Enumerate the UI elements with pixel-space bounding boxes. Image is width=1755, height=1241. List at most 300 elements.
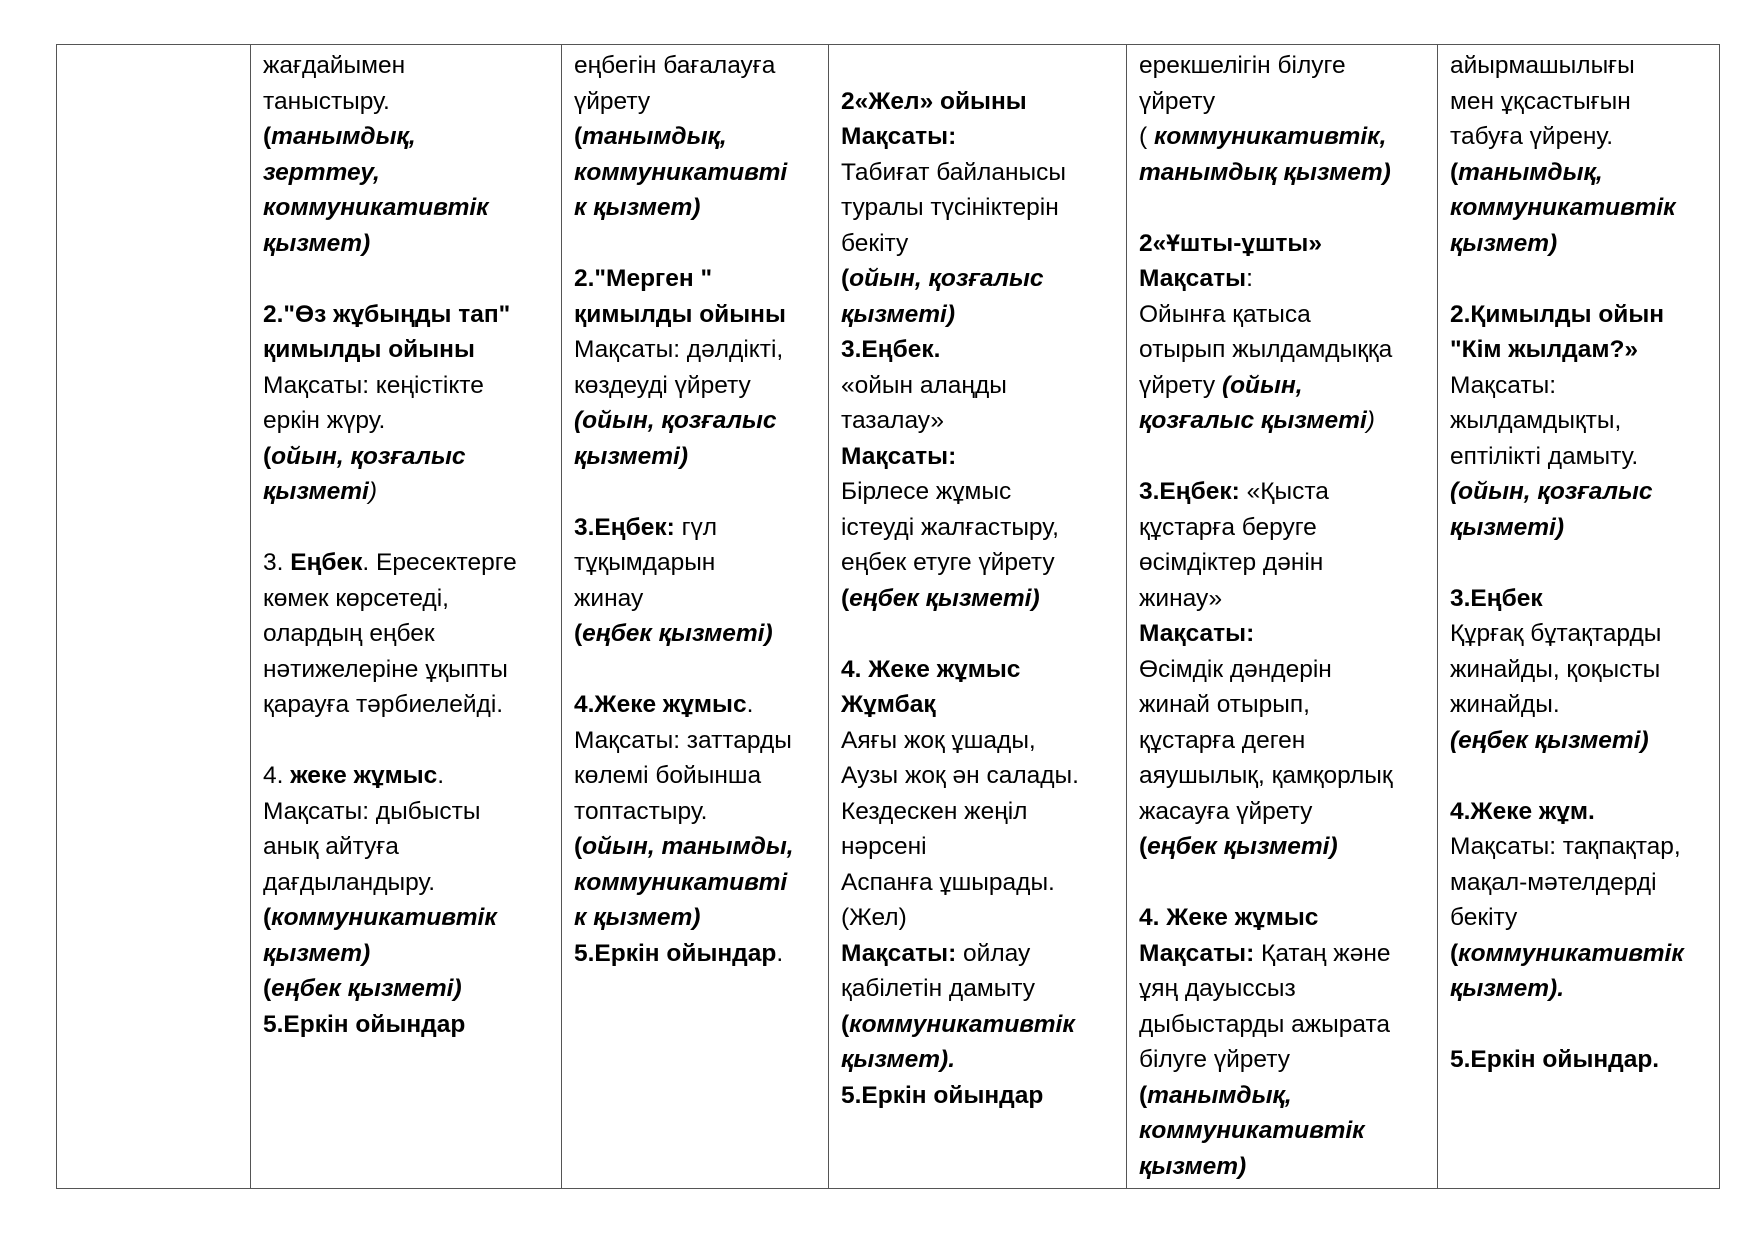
text-run: ойын, қозғалыс	[849, 265, 1044, 292]
text-line	[574, 581, 820, 617]
text-run: ерекшелігін білуге	[1139, 52, 1346, 79]
text-line	[1450, 829, 1711, 865]
text-line	[1139, 119, 1429, 155]
text-run: бекіту	[1450, 904, 1518, 931]
text-run: қимылды ойыны	[574, 300, 786, 328]
blank-line	[263, 261, 553, 297]
text-line	[841, 581, 1118, 617]
text-run: 3.Еңбек:	[574, 513, 675, 541]
text-line	[841, 829, 1118, 865]
text-line	[263, 829, 553, 865]
text-run: құстарға беруге	[1139, 513, 1317, 541]
text-run: Мақсаты	[1139, 265, 1247, 292]
text-run: )	[1366, 407, 1375, 434]
text-line	[574, 403, 820, 439]
text-line	[1450, 900, 1711, 936]
text-run: 5.Еркін ойындар.	[1450, 1046, 1660, 1073]
text-run: өсімдіктер дәнін	[1139, 549, 1324, 576]
text-run: к қызмет)	[574, 904, 701, 931]
text-line	[1450, 155, 1711, 191]
text-line	[574, 297, 820, 333]
text-line	[574, 332, 820, 368]
text-line	[263, 616, 553, 652]
text-line	[841, 403, 1118, 439]
text-line	[1139, 1042, 1429, 1078]
text-run: Құрғақ бұтақтарды	[1450, 620, 1662, 647]
text-line	[1139, 936, 1429, 972]
text-run: ойын, қозғалыс	[271, 442, 466, 470]
text-run: жинау»	[1139, 584, 1223, 612]
text-line	[574, 48, 820, 84]
text-run: еркін жүру.	[263, 407, 386, 434]
text-run: .	[776, 939, 784, 967]
text-line	[841, 261, 1118, 297]
text-run: Ойынға қатыса	[1139, 300, 1311, 328]
text-run: Мақсаты: дәлдікті,	[574, 336, 784, 363]
table-cell-col-4	[829, 45, 1127, 1189]
text-line	[1450, 439, 1711, 475]
text-run: 4.Жеке жұм.	[1450, 797, 1595, 825]
text-run: жинайды, қоқысты	[1450, 655, 1661, 683]
text-line	[574, 84, 820, 120]
text-line	[1450, 403, 1711, 439]
text-run: (	[574, 123, 583, 150]
text-line	[574, 261, 820, 297]
text-line	[1139, 971, 1429, 1007]
text-run: (	[841, 584, 850, 612]
text-run: (ойын, қозғалыс	[574, 407, 777, 434]
text-run: Қатаң және	[1254, 939, 1391, 967]
text-run: дыбыстарды ажырата	[1139, 1010, 1391, 1038]
text-line	[263, 332, 553, 368]
text-run: Мақсаты:	[1139, 620, 1255, 647]
text-line	[574, 545, 820, 581]
text-run: қимылды ойыны	[263, 336, 475, 363]
blank-line	[1139, 865, 1429, 901]
text-line	[263, 971, 553, 1007]
text-run: ойын, танымды,	[582, 833, 794, 860]
text-line	[1450, 332, 1711, 368]
text-run: коммуникативтік	[849, 1010, 1075, 1038]
text-run: мен ұқсастығын	[1450, 87, 1631, 115]
text-line	[1450, 616, 1711, 652]
text-line	[574, 368, 820, 404]
text-line	[1139, 297, 1429, 333]
text-run: қызмет)	[1450, 229, 1558, 257]
text-run: қызмет)	[263, 939, 371, 967]
text-run: қызметі)	[574, 442, 689, 470]
text-line	[1139, 616, 1429, 652]
text-run: коммуникативтік	[1450, 194, 1676, 221]
text-line	[574, 723, 820, 759]
text-run: :	[1246, 265, 1253, 292]
text-line	[1450, 971, 1711, 1007]
text-line	[263, 403, 553, 439]
text-line	[841, 900, 1118, 936]
text-line	[1450, 297, 1711, 333]
text-run: еңбек етуге үйрету	[841, 549, 1055, 576]
text-line	[1139, 829, 1429, 865]
text-line	[1450, 119, 1711, 155]
text-run: қызметі	[263, 478, 369, 505]
text-run: Аузы жоқ ән салады.	[841, 762, 1079, 789]
table-cell-col-3	[562, 45, 829, 1189]
text-line	[263, 936, 553, 972]
text-run: "Кім жылдам?»	[1450, 336, 1639, 363]
text-run: қарауға тәрбиелейді.	[263, 691, 504, 718]
text-line	[1450, 474, 1711, 510]
text-line	[574, 794, 820, 830]
text-line	[841, 794, 1118, 830]
text-line	[263, 900, 553, 936]
text-run: қызмет)	[263, 229, 371, 257]
table-row	[57, 45, 1720, 1189]
text-line	[263, 226, 553, 262]
text-run: 2«Жел» ойыны	[841, 87, 1027, 115]
text-line	[841, 687, 1118, 723]
text-run: тазалау»	[841, 407, 944, 434]
table-cell-empty	[57, 45, 251, 1189]
text-run: (	[574, 833, 583, 860]
text-run: Еңбек	[290, 549, 363, 576]
text-run: (	[263, 442, 272, 470]
text-run: 3.	[263, 549, 291, 576]
text-run: ойлау	[956, 939, 1031, 967]
text-line	[1139, 1007, 1429, 1043]
text-run: .	[437, 762, 445, 789]
text-run: қозғалыс қызметі	[1139, 407, 1367, 434]
text-run: жағдайымен	[263, 52, 406, 79]
text-run: нәтижелеріне ұқыпты	[263, 655, 508, 683]
text-line	[1139, 545, 1429, 581]
text-line	[574, 865, 820, 901]
text-line	[574, 829, 820, 865]
text-run: Мақсаты:	[841, 939, 957, 967]
text-line	[841, 545, 1118, 581]
text-run: бекіту	[841, 229, 909, 257]
text-run: көздеуді үйрету	[574, 371, 751, 399]
text-run: көлемі бойынша	[574, 762, 762, 789]
text-run: (	[263, 123, 272, 150]
text-line	[574, 439, 820, 475]
text-run: Жұмбақ	[841, 691, 936, 718]
blank-line	[574, 474, 820, 510]
text-line	[1139, 332, 1429, 368]
text-run: (	[841, 1010, 850, 1038]
text-run: коммуникативтік	[1458, 939, 1684, 967]
text-run: танымдық қызмет)	[1139, 158, 1391, 186]
text-run: табуға үйрену.	[1450, 123, 1614, 150]
blank-line	[263, 723, 553, 759]
text-line	[1450, 48, 1711, 84]
text-line	[574, 155, 820, 191]
text-run: жинайды.	[1450, 691, 1560, 718]
blank-line	[574, 226, 820, 262]
text-line	[1139, 687, 1429, 723]
table-cell-col-5	[1127, 45, 1438, 1189]
text-line	[574, 510, 820, 546]
text-run: 5.Еркін ойындар	[263, 1010, 466, 1038]
text-line	[1139, 1078, 1429, 1114]
text-run: нәрсені	[841, 833, 927, 860]
text-run: гүл	[674, 513, 718, 541]
text-line	[263, 48, 553, 84]
text-line	[841, 439, 1118, 475]
blank-line	[841, 48, 1118, 84]
text-line	[263, 190, 553, 226]
text-line	[263, 581, 553, 617]
text-line	[1139, 510, 1429, 546]
text-line	[1139, 403, 1429, 439]
text-run: «ойын алаңды	[841, 371, 1007, 399]
text-line	[263, 439, 553, 475]
text-run: еңбек қызметі)	[849, 584, 1040, 612]
text-run: коммуникативтік	[1139, 1117, 1365, 1144]
text-line	[1139, 84, 1429, 120]
blank-line	[1139, 190, 1429, 226]
text-line	[1139, 723, 1429, 759]
text-line	[263, 545, 553, 581]
text-run: тұқымдарын	[574, 549, 716, 576]
text-line	[841, 971, 1118, 1007]
text-run: (Жел)	[841, 904, 907, 931]
text-run: еңбегін бағалауға	[574, 52, 776, 79]
text-run: Мақсаты:	[1450, 371, 1557, 399]
text-run: жеке жұмыс	[290, 762, 438, 789]
text-line	[574, 190, 820, 226]
text-run: 4. Жеке жұмыс	[841, 655, 1021, 683]
text-line	[841, 226, 1118, 262]
text-line	[1139, 226, 1429, 262]
text-run: 2.Қимылды ойын	[1450, 300, 1665, 328]
text-line	[1450, 368, 1711, 404]
text-run: (	[1139, 123, 1154, 150]
text-line	[263, 758, 553, 794]
text-run: Табиғат байланысы	[841, 158, 1066, 186]
text-run: танымдық,	[582, 123, 727, 150]
text-run: жасауға үйрету	[1139, 797, 1313, 825]
text-run: қызмет).	[1450, 975, 1565, 1002]
text-line	[841, 474, 1118, 510]
text-line	[1450, 723, 1711, 759]
text-line	[574, 936, 820, 972]
text-run: туралы түсініктерін	[841, 194, 1059, 221]
text-run: танымдық,	[1458, 158, 1603, 186]
text-run: таныстыру.	[263, 87, 390, 115]
text-run: 2."Мерген "	[574, 265, 713, 292]
text-run: қызметі)	[841, 300, 956, 328]
text-run: Мақсаты:	[841, 123, 957, 150]
text-line	[841, 1078, 1118, 1114]
text-run: үйрету	[1139, 371, 1222, 399]
text-run: Мақсаты:	[841, 442, 957, 470]
text-line	[841, 368, 1118, 404]
text-run: Кездескен жеңіл	[841, 797, 1028, 825]
text-run: жинай отырып,	[1139, 691, 1310, 718]
text-line	[1139, 652, 1429, 688]
text-run: (ойын, қозғалыс	[1450, 478, 1653, 505]
text-line	[1450, 794, 1711, 830]
text-run: (ойын,	[1221, 371, 1303, 399]
text-run: .	[746, 691, 754, 718]
text-line	[841, 758, 1118, 794]
text-run: танымдық,	[1147, 1081, 1292, 1109]
text-run: білуге үйрету	[1139, 1046, 1290, 1073]
text-line	[841, 936, 1118, 972]
text-line	[1139, 581, 1429, 617]
text-run: үйрету	[1139, 87, 1216, 115]
text-run: Аспанға ұшырады.	[841, 868, 1055, 896]
text-line	[1139, 900, 1429, 936]
text-line	[263, 84, 553, 120]
text-run: олардың еңбек	[263, 620, 435, 647]
text-run: 4.	[263, 762, 291, 789]
text-line	[574, 687, 820, 723]
text-run: коммуникативтік,	[1153, 123, 1387, 150]
table-cell-col-6	[1438, 45, 1720, 1189]
text-run: Мақсаты: тақпақтар,	[1450, 833, 1681, 860]
text-line	[1139, 758, 1429, 794]
text-run: көмек көрсетеді,	[263, 584, 449, 612]
text-line	[263, 794, 553, 830]
text-run: коммуникативтік	[271, 904, 497, 931]
text-run: (	[1450, 158, 1459, 186]
text-line	[1139, 48, 1429, 84]
text-run: дағдыландыру.	[263, 868, 436, 896]
text-line	[1450, 652, 1711, 688]
text-run: коммуникативті	[574, 868, 788, 896]
text-run: 2."Өз жұбыңды тап"	[263, 300, 511, 328]
text-line	[1139, 1149, 1429, 1185]
text-line	[263, 297, 553, 333]
text-line	[263, 368, 553, 404]
text-line	[263, 1007, 553, 1043]
text-run: )	[368, 478, 378, 505]
text-run: топтастыру.	[574, 797, 708, 825]
text-line	[841, 297, 1118, 333]
text-run: жылдамдықты,	[1450, 407, 1622, 434]
text-line	[841, 119, 1118, 155]
text-run: айырмашылығы	[1450, 52, 1635, 79]
text-run: (	[1450, 939, 1459, 967]
text-run: Аяғы жоқ ұшады,	[841, 726, 1036, 754]
text-line	[1450, 190, 1711, 226]
text-run: қызметі)	[1450, 513, 1565, 541]
text-line	[263, 652, 553, 688]
text-run: (	[574, 620, 583, 647]
text-run: (	[263, 975, 272, 1002]
text-run: 5.Еркін ойындар	[574, 939, 777, 967]
text-run: 4.Жеке жұмыс	[574, 691, 747, 718]
text-line	[1450, 510, 1711, 546]
text-line	[1450, 226, 1711, 262]
text-run: . Ересектерге	[362, 549, 517, 576]
text-line	[1450, 84, 1711, 120]
text-line	[841, 510, 1118, 546]
activity-plan-table	[56, 44, 1720, 1189]
text-line	[1450, 687, 1711, 723]
text-line	[841, 84, 1118, 120]
text-line	[1139, 155, 1429, 191]
text-line	[574, 900, 820, 936]
text-run: Мақсаты:	[1139, 939, 1255, 967]
table-cell-col-2	[251, 45, 562, 1189]
text-run: құстарға деген	[1139, 726, 1306, 754]
blank-line	[1450, 758, 1711, 794]
blank-line	[1139, 439, 1429, 475]
text-run: Өсімдік дәндерін	[1139, 655, 1332, 683]
text-line	[1139, 794, 1429, 830]
text-run: Мақсаты: дыбысты	[263, 797, 481, 825]
text-line	[263, 474, 553, 510]
text-line	[574, 758, 820, 794]
text-run: еңбек қызметі)	[271, 975, 462, 1002]
text-line	[841, 155, 1118, 191]
text-run: еңбек қызметі)	[582, 620, 773, 647]
text-run: 3.Еңбек.	[841, 336, 941, 363]
text-run: Мақсаты: кеңістікте	[263, 371, 484, 399]
text-run: отырып жылдамдыққа	[1139, 336, 1393, 363]
text-line	[263, 687, 553, 723]
text-run: үйрету	[574, 87, 651, 115]
text-run: (	[263, 904, 272, 931]
text-run: 4. Жеке жұмыс	[1139, 904, 1319, 931]
text-run: аяушылық, қамқорлық	[1139, 762, 1393, 789]
text-run: мақал-мәтелдерді	[1450, 868, 1657, 896]
text-line	[1139, 1113, 1429, 1149]
text-line	[841, 1042, 1118, 1078]
text-run: анық айтуға	[263, 833, 399, 860]
text-run: еңбек қызметі)	[1147, 833, 1338, 860]
text-run: 3.Еңбек	[1450, 584, 1543, 612]
text-line	[1450, 1042, 1711, 1078]
text-line	[841, 332, 1118, 368]
text-line	[1450, 581, 1711, 617]
blank-line	[574, 652, 820, 688]
text-line	[1139, 368, 1429, 404]
text-line	[574, 616, 820, 652]
blank-line	[1450, 545, 1711, 581]
text-run: ұяң дауыссыз	[1139, 975, 1296, 1002]
blank-line	[263, 510, 553, 546]
text-line	[841, 1007, 1118, 1043]
text-line	[1139, 474, 1429, 510]
text-run: коммуникативтік	[263, 194, 489, 221]
text-line	[841, 865, 1118, 901]
text-line	[263, 865, 553, 901]
text-line	[841, 652, 1118, 688]
text-line	[263, 119, 553, 155]
text-run: ептілікті дамыту.	[1450, 442, 1639, 470]
text-line	[574, 119, 820, 155]
text-line	[263, 155, 553, 191]
text-run: (	[841, 265, 850, 292]
text-run: танымдық,	[271, 123, 416, 150]
text-run: қызмет)	[1139, 1152, 1247, 1180]
blank-line	[1450, 1007, 1711, 1043]
text-run: қабілетін дамыту	[841, 975, 1036, 1002]
text-run: 2«Ұшты-ұшты»	[1139, 229, 1322, 257]
text-run: жинау	[574, 584, 644, 612]
text-run: істеуді жалғастыру,	[841, 513, 1059, 541]
text-run: 5.Еркін ойындар	[841, 1081, 1044, 1109]
text-line	[1139, 261, 1429, 297]
text-run: (	[1139, 833, 1148, 860]
text-run: Бірлесе жұмыс	[841, 478, 1012, 505]
text-run: (еңбек қызметі)	[1450, 726, 1649, 754]
text-run: зерттеу,	[263, 158, 380, 186]
text-line	[1450, 936, 1711, 972]
